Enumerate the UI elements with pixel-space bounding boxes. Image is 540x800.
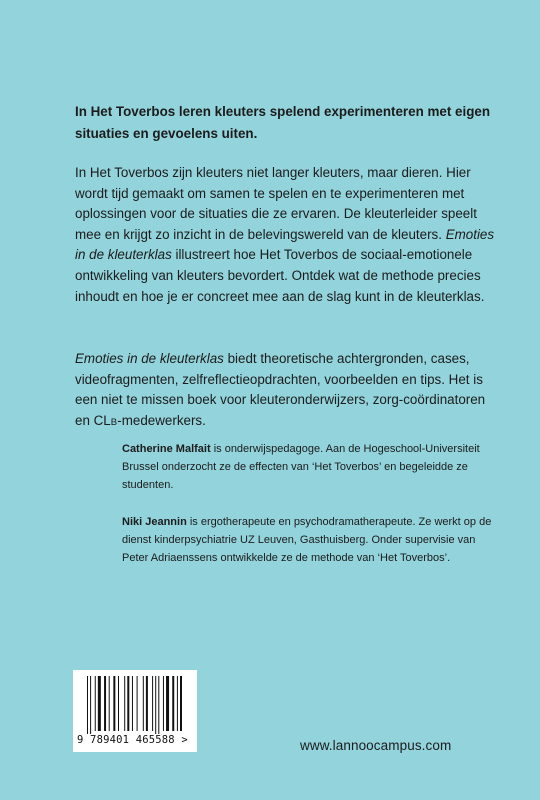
barcode-number: 9 789401 465588 [77,734,175,746]
barcode-digits [77,734,197,746]
barcode-bar [177,676,178,731]
description-paragraph-2 [75,349,495,433]
barcode-bar [152,676,153,731]
barcode-bar [90,676,91,734]
description-paragraph-1 [75,163,495,307]
barcode-bar [127,676,129,731]
p2-book-title: Emoties in de kleuterklas [75,351,224,366]
barcode-bar [163,676,164,731]
barcode-bar [95,676,96,731]
barcode-bars [73,670,197,734]
p2-text-b: -medewerkers. [117,412,206,428]
author-name-1: Catherine Malfait [122,443,211,455]
barcode-bar [166,676,169,731]
barcode-bar [109,676,110,731]
author-bio-2-text: is ergotherapeute en psychodramatherapeute. Ze werkt op de dienst kinderpsychiatrie UZ Leuven, Gasthuisberg. Onder supervisie van Peter Adriaenssens ontwikkelde ze de methode van ‘Het Toverbos’. [122,516,492,564]
barcode-bar [104,676,106,731]
p1-text-b: illustreert hoe Het Toverbos de sociaal-emotionele ontwikkeling van kleuters bevordert. Ontdek wat de methode precies inhoudt en hoe je er concreet mee aan de slag kunt in de kleuterklas. [75,247,485,304]
barcode-bar [155,676,156,734]
author-name-2: Niki Jeannin [122,516,187,528]
barcode-bar [158,676,159,734]
lead-text: In Het Toverbos leren kleuters spelend experimenteren met eigen situaties en gevoelens uiten. [75,104,490,141]
barcode-arrow: > [181,734,188,746]
publisher-url: www.lannoocampus.com [300,738,452,753]
barcode-bar [180,676,182,731]
p1-book-title: Emoties in de kleuterklas [75,226,495,263]
clb-b: B [110,416,118,428]
barcode-bar [143,676,144,731]
barcode-bar [124,676,125,731]
author-bio-1-text: is onderwijspedagoge. Aan de Hogeschool-Universiteit Brussel onderzocht ze de effecten van ‘Het Toverbos’ en begeleidde ze studenten. [122,443,480,491]
barcode-bar [132,676,133,731]
p1-text-a: In Het Toverbos zijn kleuters niet langer kleuters, maar dieren. Hier wordt tijd gemaakt om samen te spelen en te experimenteren met oplossingen voor de situaties die ze ervaren. De kleuterleider speelt mee en krijgt zo inzicht in de belevingswereld van de kleuters. [75,165,477,242]
isbn-barcode [73,670,197,752]
author-bio-2 [122,514,502,567]
barcode-bar [98,676,101,731]
author-bio-1 [122,441,502,494]
barcode-bar [113,676,115,731]
clb-c: CL [93,412,111,428]
barcode-bar [118,676,119,731]
barcode-bar [87,676,88,734]
barcode-bar [172,676,174,731]
barcode-bar [146,676,148,731]
barcode-bar [137,676,138,731]
p2-text-a: biedt theoretische achtergronden, cases, videofragmenten, zelfreflectieopdrachten, voorbeelden en tips. Het is een niet te missen boek voor kleuteronderwijzers, zorg-coördinatoren en [75,351,486,428]
